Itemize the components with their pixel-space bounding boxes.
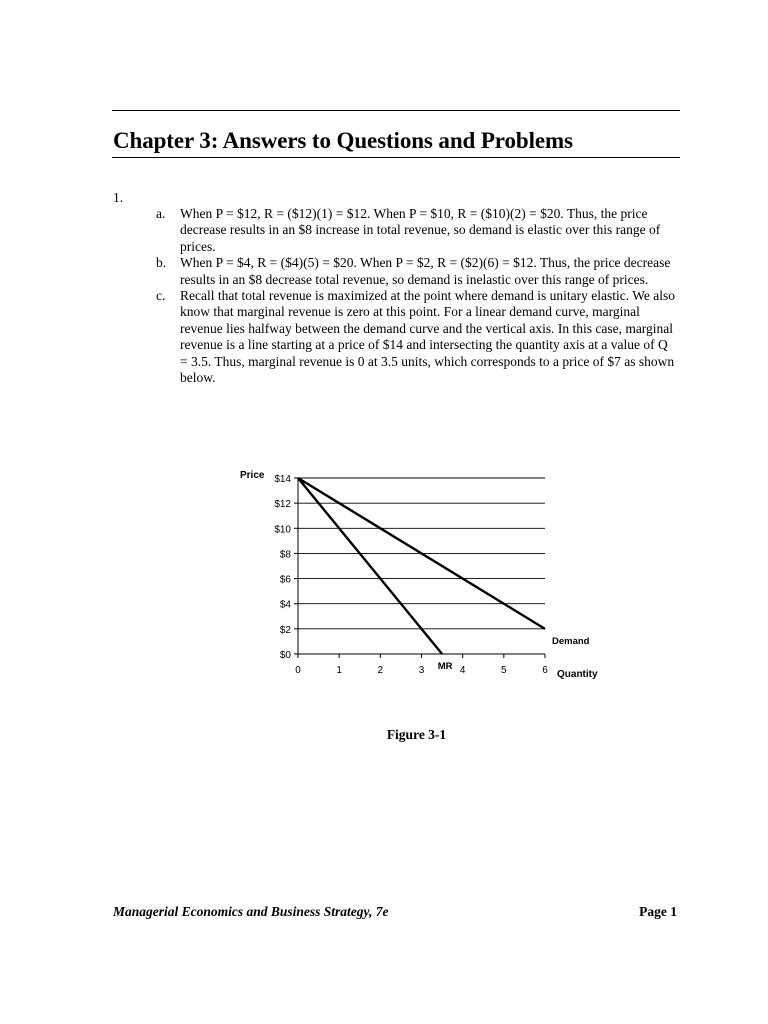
demand-mr-chart — [230, 460, 610, 690]
answer-text: When P = $4, R = ($4)(5) = $20. When P = $2, R = ($2)(6) = $12. Thus, the price decrease results in an $8 decrease total revenue, so demand is inelastic over this range of prices. — [180, 255, 671, 287]
y-tick-label: $6 — [279, 574, 291, 586]
x-tick-label: 1 — [336, 665, 342, 676]
question-number: 1. — [113, 190, 124, 205]
top-rule — [112, 110, 680, 111]
y-tick-label: $8 — [279, 549, 291, 561]
series-label-demand: Demand — [552, 635, 590, 647]
x-tick-label: 6 — [542, 665, 548, 676]
x-tick-label: 0 — [295, 665, 301, 676]
series-line-mr — [298, 478, 442, 654]
x-tick-label: 3 — [418, 665, 425, 676]
answer-c — [156, 288, 676, 386]
x-tick-label: 4 — [459, 665, 466, 676]
x-axis-label: Quantity — [557, 669, 598, 680]
y-tick-label: $14 — [274, 474, 291, 485]
title-underline — [112, 157, 680, 158]
y-tick-label: $4 — [279, 599, 291, 611]
page-title: Chapter 3: Answers to Questions and Problems — [113, 128, 573, 153]
answer-b — [156, 255, 676, 288]
y-tick-label: $10 — [274, 524, 291, 536]
x-tick-label: 2 — [377, 665, 384, 676]
footer-book-title: Managerial Economics and Business Strategy, 7e — [113, 904, 389, 919]
series-label-mr: MR — [437, 661, 453, 672]
answer-text: Recall that total revenue is maximized at the point where demand is unitary elastic. We also know that marginal revenue is zero at this point. For a linear demand curve, marginal revenue lies halfway between the demand curve and the vertical axis. In this case, marginal revenue is a line starting at a price of $14 and intersecting the quantity axis at a value of Q = 3.5. Thus, marginal revenue is 0 at 3.5 units, which corresponds to a price of $7 as shown below. — [180, 288, 676, 386]
answer-label: a. — [156, 206, 166, 221]
y-tick-label: $2 — [279, 624, 291, 636]
answer-label: b. — [156, 255, 167, 271]
answer-a — [156, 206, 676, 255]
y-tick-label: $12 — [274, 499, 291, 511]
answer-list — [156, 206, 676, 386]
answer-label: c. — [156, 288, 166, 304]
footer-page-number: Page 1 — [639, 904, 677, 919]
x-tick-label: 5 — [501, 665, 507, 676]
y-axis-label: Price — [240, 470, 265, 481]
figure-caption: Figure 3-1 — [386, 727, 447, 742]
answer-text: When P = $12, R = ($12)(1) = $12. When P = $10, R = ($10)(2) = $20. Thus, the price decrease results in an $8 increase in total revenue, so demand is elastic over this range of prices. — [180, 206, 661, 254]
y-tick-label: $0 — [279, 650, 291, 661]
